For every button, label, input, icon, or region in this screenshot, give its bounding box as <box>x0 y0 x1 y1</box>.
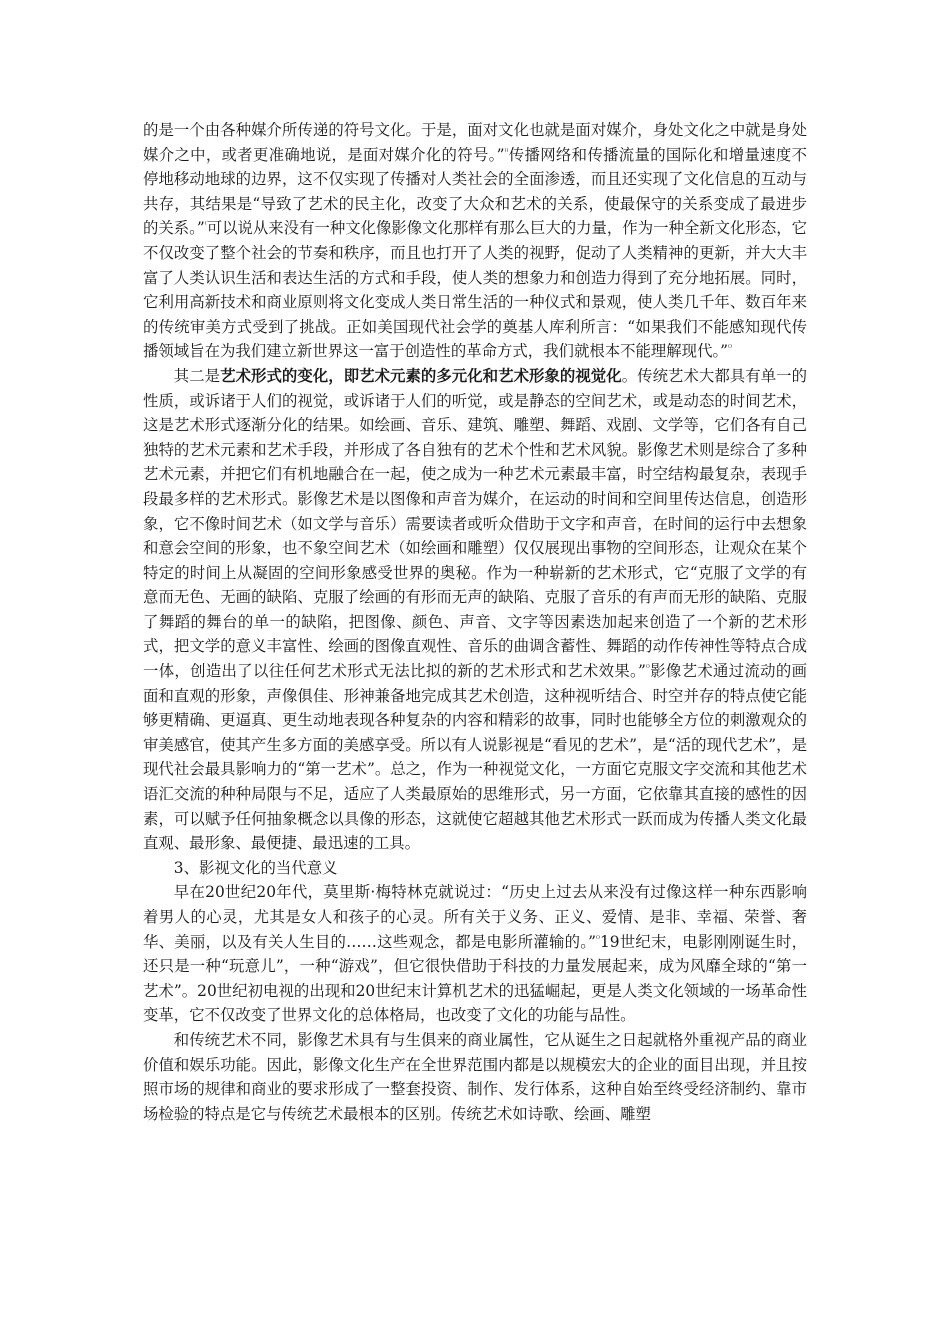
paragraph-4-text: 和传统艺术不同，影像艺术具有与生俱来的商业属性，它从诞生之日起就格外重视产品的商业价值和娱乐功能。因此，影像文化生产在全世界范围内都是以规模宏大的企业的面目出现，并且按照市场的规律和商业的要求形成了一整套投资、制作、发行体系，这种自始至终受经济制约、靠市场检验的特点是它与传统艺术最根本的区别。传统艺术如诗歌、绘画、雕塑 <box>143 1030 807 1123</box>
paragraph-4 <box>143 1028 807 1126</box>
paragraph-2-text-b: 影像艺术通过流动的画面和直观的形象，声像俱佳、形神兼备地完成其艺术创造，这种视听结合、时空并存的特点使它能够更精确、更逼真、更生动地表现各种复杂的内容和精彩的故事，同时也能够全方位的刺激观众的审美感官，使其产生多方面的美感享受。所以有人说影视是“看见的艺术”，是“活的现代艺术”，是现代社会最具影响力的“第一艺术”。总之，作为一种视觉文化，一方面它克服文字交流和其他艺术语汇交流的种种局限与不足，适应了人类最原始的思维形式，另一方面，它依靠其直接的感性的因素，可以赋予任何抽象概念以具像的形态，这就使它超越其他艺术形式一跃而成为传播人类文化最直观、最形象、最便捷、最迅速的工具。 <box>143 662 807 853</box>
paragraph-2-text-a: 。传统艺术大都具有单一的性质，或诉诸于人们的视觉，或诉诸于人们的听觉，或是静态的空间艺术，或是动态的时间艺术，这是艺术形式逐渐分化的结果。如绘画、音乐、建筑、雕塑、舞蹈、戏剧、文学等，它们各有自己独特的艺术元素和艺术手段，并形成了各自独有的艺术个性和艺术风貌。影像艺术则是综合了多种艺术元素，并把它们有机地融合在一起，使之成为一种艺术元素最丰富，时空结构最复杂，表现手段最多样的艺术形式。影像艺术是以图像和声音为媒介，在运动的时间和空间里传达信息，创造形象，它不像时间艺术（如文学与音乐）需要读者或听众借助于文字和声音，在时间的运行中去想象和意会空间的形象，也不象空间艺术（如绘画和雕塑）仅仅展现出事物的空间形态，让观众在某个特定的时间上从凝固的空间形象感受世界的奥秘。作为一种崭新的艺术形式，它“克服了文学的有意而无色、无画的缺陷、克服了绘画的有形而无声的缺陷、克服了音乐的有声而无形的缺陷、克服了舞蹈的舞台的单一的缺陷，把图像、颜色、声音、文字等因素迭加起来创造了一个新的艺术形式，把文学的意义丰富性、绘画的图像直观性、音乐的曲调含蓄性、舞蹈的动作传神性等特点合成一体，创造出了以往任何艺术形式无法比拟的新的艺术形式和艺术效果。” <box>143 366 807 681</box>
footnote-marker: ⁽ <box>204 220 207 230</box>
paragraph-2-bold-phrase: 艺术形式的变化，即艺术元素的多元化和艺术形象的视觉化 <box>220 366 622 385</box>
footnote-marker: ⁽⁾ <box>504 146 509 156</box>
paragraph-3-text-b: 19世纪末，电影刚刚诞生时，还只是一种“玩意儿”，一种“游戏”，但它很快借助于科技的力量发展起来，成为风靡全球的“第一艺术”。20世纪初电视的出现和20世纪末计算机艺术的迅猛崛起，更是人类文化领域的一场革命性变革，它不仅改变了世界文化的总体格局，也改变了文化的功能与品性。 <box>143 932 807 1025</box>
paragraph-2 <box>143 364 807 856</box>
document-page <box>143 118 807 1126</box>
paragraph-1-text-a: 的是一个由各种媒介所传递的符号文化。于是，面对文化也就是面对媒介，身处文化之中就是身处媒介之中，或者更准确地说，是面对媒介化的符号。” <box>143 121 807 164</box>
paragraph-1 <box>143 118 807 364</box>
paragraph-1-text-b: 传播网络和传播流量的国际化和增量速度不停地移动地球的边界，这不仅实现了传播对人类社会的全面渗透，而且还实现了文化信息的互动与共存，其结果是“导致了艺术的民主化，改变了大众和艺术的关系，使最保守的关系变成了最进步的关系。” <box>143 145 807 238</box>
paragraph-3-text-a: 早在20世纪20年代，莫里斯·梅特林克就说过：“历史上过去从来没有过像这样一种东西影响着男人的心灵，尤其是女人和孩子的心灵。所有关于义务、正义、爱情、是非、幸福、荣誉、奢华、美丽，以及有关人生目的……这些观念，都是电影所灌输的。” <box>143 883 807 951</box>
paragraph-3 <box>143 880 807 1028</box>
footnote-marker: ⁽⁾ <box>728 343 732 353</box>
paragraph-1-text-c: 可以说从来没有一种文化像影像文化那样有那么巨大的力量，作为一种全新文化形态，它不仅改变了整个社会的节奏和秩序，而且也打开了人类的视野，促动了人类精神的更新，并大大丰富了人类认识生活和表达生活的方式和手段，使人类的想象力和创造力得到了充分地拓展。同时，它利用高新技术和商业原则将文化变成人类日常生活的一种仪式和景观，使人类几千年、数百年来的传统审美方式受到了挑战。正如美国现代社会学的奠基人库利所言：“如果我们不能感知现代传播领域旨在为我们建立新世界这一富于创造性的革命方式，我们就根本不能理解现代。” <box>143 219 807 361</box>
footnote-marker: ⁽⁾ <box>645 662 650 672</box>
section-heading: 3、影视文化的当代意义 <box>173 858 338 877</box>
footnote-marker: ⁽⁾ <box>596 933 600 943</box>
paragraph-2-lead: 其二是 <box>173 366 221 385</box>
